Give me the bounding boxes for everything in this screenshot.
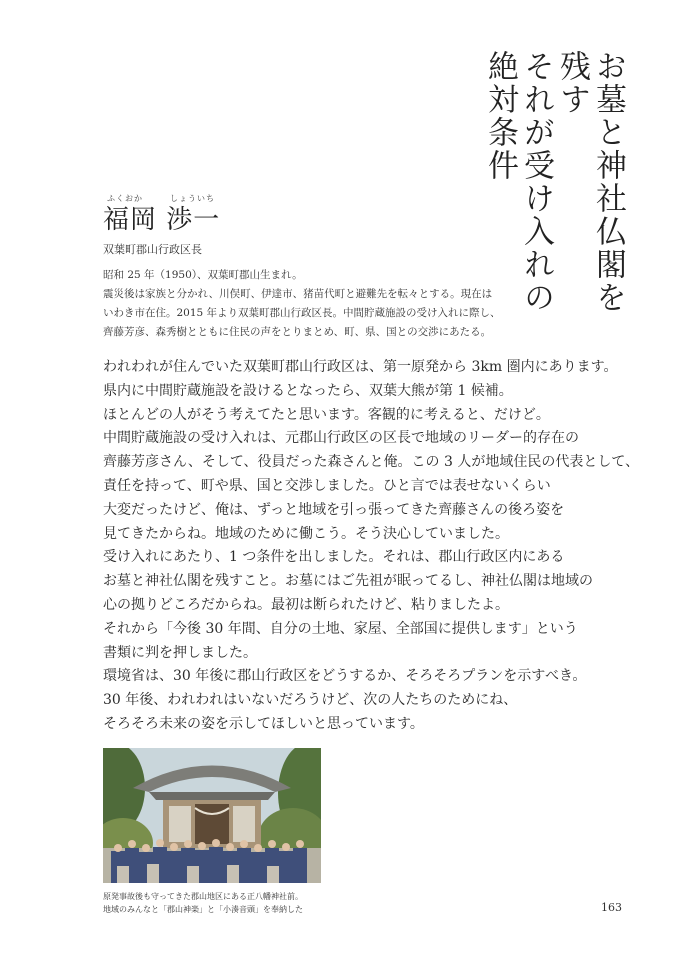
profile-line: 齊藤芳彦、森秀樹とともに住民の声をとりまとめ、町、県、国との交渉にあたる。 [103, 326, 492, 338]
ruby-surname: ふくおか [107, 194, 143, 203]
shrine-group-photo [103, 748, 321, 883]
person-role: 双葉町郡山行政区長 [103, 243, 202, 256]
title-line-1: お墓と神社仏閣を残す [554, 50, 626, 314]
body-line: 書類に判を押しました。 [103, 644, 257, 661]
profile-text [103, 266, 573, 342]
profile-line: 震災後は家族と分かれ、川俣町、伊達市、猪苗代町と避難先を転々とする。現在は [103, 288, 493, 300]
body-line: 中間貯蔵施設の受け入れは、元郡山行政区の区長で地域のリーダー的存在の [103, 430, 579, 447]
person-header [103, 193, 253, 257]
body-line: 齊藤芳彦さん、そして、役員だった森さんと俺。この 3 人が地域住民の代表として、 [103, 454, 640, 471]
body-line: 受け入れにあたり、1 つ条件を出しました。それは、郡山行政区内にある [103, 549, 565, 566]
profile-line: いわき市在住。2015 年より双葉町郡山行政区長。中間貯蔵施設の受け入れに際し、 [103, 307, 501, 319]
body-line: お墓と神社仏閣を残すこと。お墓にはご先祖が眠ってるし、神社仏閣は地域の [103, 573, 593, 590]
body-line: 県内に中間貯蔵施設を設けるとなったら、双葉大熊が第 1 候補。 [103, 382, 513, 399]
photo-caption [103, 890, 363, 916]
body-line: 見てきたからね。地域のために働こう。そう決心していました。 [103, 525, 509, 542]
body-line: 心の拠りどころだからね。最初は断られたけど、粘りましたよ。 [103, 596, 509, 613]
body-line: 大変だったけど、俺は、ずっと地域を引っ張ってきた齊藤さんの後ろ姿を [103, 501, 565, 518]
caption-line: 原発事故後も守ってきた郡山地区にある正八幡神社前。 [103, 892, 303, 901]
title-line-3: 絶対条件 [482, 50, 518, 182]
profile-line: 昭和 25 年（1950）、双葉町郡山生まれ。 [103, 269, 303, 281]
body-line: それから「今後 30 年間、自分の土地、家屋、全部国に提供します」という [103, 620, 578, 637]
name-ruby [103, 193, 253, 205]
body-line: 30 年後、われわれはいないだろうけど、次の人たちのためにね、 [103, 692, 518, 709]
body-line: 環境省は、30 年後に郡山行政区をどうするか、そろそろプランを示すべき。 [103, 668, 587, 685]
body-line: ほとんどの人がそう考えてたと思います。客観的に考えると、だけど。 [103, 406, 550, 423]
body-line: 責任を持って、町や県、国と交渉しました。ひと言では表せないくらい [103, 477, 551, 494]
body-line: われわれが住んでいた双葉町郡山行政区は、第一原発から 3km 圏内にあります。 [103, 359, 618, 375]
person-name: 福岡 渉一 [103, 205, 221, 235]
body-text [103, 356, 640, 737]
ruby-given: しょういち [170, 194, 215, 203]
title-line-2: それが受け入れの [518, 50, 554, 314]
body-line: そろそろ未来の姿を示してほしいと思っています。 [103, 715, 424, 732]
page-number: 163 [601, 901, 622, 914]
caption-line: 地域のみんなと「郡山神楽」と「小湊音頭」を奉納した [103, 905, 303, 914]
